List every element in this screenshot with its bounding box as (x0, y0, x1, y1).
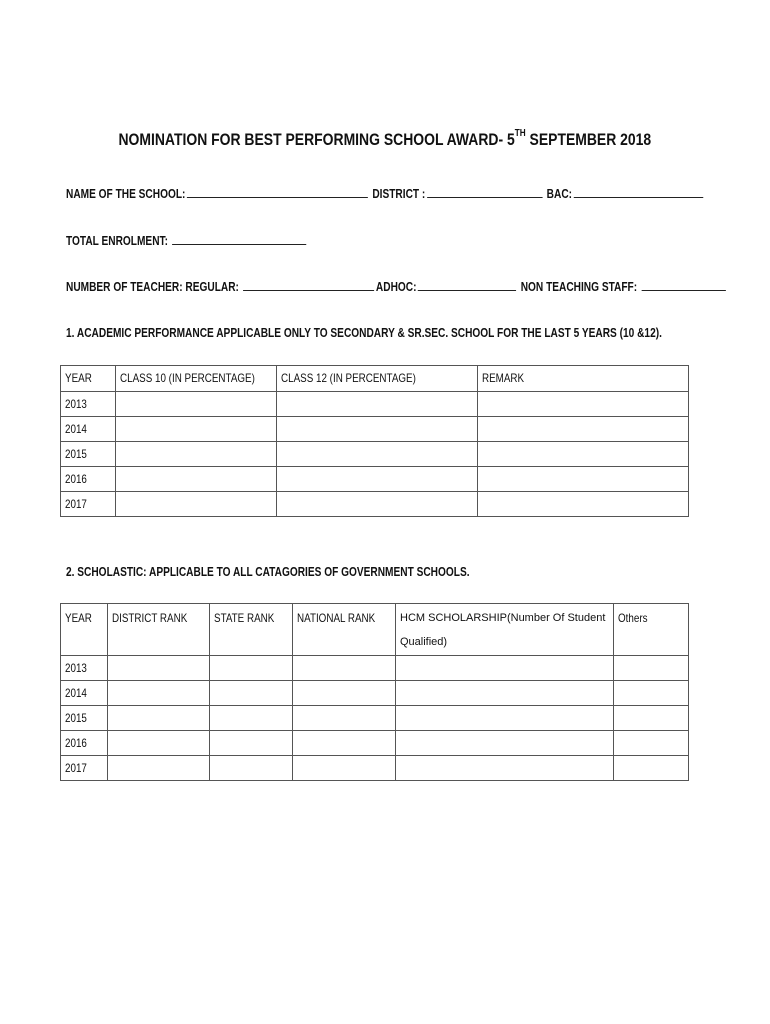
adhoc-field[interactable] (418, 278, 516, 291)
state-rank-cell[interactable] (210, 681, 293, 706)
scholarship-cell[interactable] (396, 731, 614, 756)
national-rank-cell[interactable] (293, 731, 396, 756)
teacher-regular-field[interactable] (243, 278, 374, 291)
district-rank-cell[interactable] (108, 731, 210, 756)
year-cell: 2016 (61, 731, 108, 756)
adhoc-label: ADHOC: (375, 279, 417, 294)
year-cell: 2013 (61, 392, 116, 417)
section2-heading: 2. SCHOLASTIC: APPLICABLE TO ALL CATAGORIES OF GOVERNMENT SCHOOLS. (66, 564, 470, 579)
remark-cell[interactable] (478, 467, 689, 492)
scholarship-cell[interactable] (396, 656, 614, 681)
scholarship-cell[interactable] (396, 681, 614, 706)
column-header: NATIONAL RANK (293, 604, 396, 656)
remark-cell[interactable] (478, 442, 689, 467)
district-rank-cell[interactable] (108, 681, 210, 706)
teacher-regular-label: NUMBER OF TEACHER: REGULAR: (66, 279, 239, 294)
column-header: YEAR (61, 604, 108, 656)
class10-cell[interactable] (116, 492, 277, 517)
column-header: Others (614, 604, 689, 656)
state-rank-cell[interactable] (210, 731, 293, 756)
school-name-field[interactable] (187, 185, 368, 198)
table-row (61, 492, 689, 517)
academic-performance-table (60, 365, 689, 517)
table-row (61, 392, 689, 417)
column-header: CLASS 12 (IN PERCENTAGE) (277, 366, 478, 392)
table-row (61, 706, 689, 731)
national-rank-cell[interactable] (293, 706, 396, 731)
school-info-row (66, 185, 705, 201)
year-cell: 2014 (61, 417, 116, 442)
year-cell: 2017 (61, 492, 116, 517)
year-cell: 2015 (61, 442, 116, 467)
remark-cell[interactable] (478, 492, 689, 517)
table-row (61, 756, 689, 781)
form-title (0, 130, 770, 150)
table-row (61, 417, 689, 442)
non-teaching-field[interactable] (642, 278, 726, 291)
year-cell: 2016 (61, 467, 116, 492)
national-rank-cell[interactable] (293, 756, 396, 781)
enrolment-field[interactable] (172, 232, 306, 245)
school-name-label: NAME OF THE SCHOOL: (66, 186, 186, 201)
column-header: YEAR (61, 366, 116, 392)
column-header: STATE RANK (210, 604, 293, 656)
table-row (61, 656, 689, 681)
class10-cell[interactable] (116, 417, 277, 442)
column-header: HCM SCHOLARSHIP(Number Of Student Qualified) (396, 604, 614, 656)
national-rank-cell[interactable] (293, 656, 396, 681)
column-header: REMARK (478, 366, 689, 392)
year-cell: 2015 (61, 706, 108, 731)
district-rank-cell[interactable] (108, 706, 210, 731)
column-header: CLASS 10 (IN PERCENTAGE) (116, 366, 277, 392)
scholarship-cell[interactable] (396, 706, 614, 731)
year-cell: 2014 (61, 681, 108, 706)
class12-cell[interactable] (277, 492, 478, 517)
class12-cell[interactable] (277, 442, 478, 467)
remark-cell[interactable] (478, 417, 689, 442)
year-cell: 2013 (61, 656, 108, 681)
scholarship-cell[interactable] (396, 756, 614, 781)
district-label: DISTRICT : (372, 186, 426, 201)
class10-cell[interactable] (116, 392, 277, 417)
others-cell[interactable] (614, 756, 689, 781)
scholastic-table (60, 603, 689, 781)
table-row (61, 442, 689, 467)
table-row (61, 681, 689, 706)
state-rank-cell[interactable] (210, 656, 293, 681)
teacher-row (66, 278, 727, 294)
national-rank-cell[interactable] (293, 681, 396, 706)
district-rank-cell[interactable] (108, 756, 210, 781)
others-cell[interactable] (614, 681, 689, 706)
class12-cell[interactable] (277, 417, 478, 442)
table-row (61, 467, 689, 492)
others-cell[interactable] (614, 731, 689, 756)
state-rank-cell[interactable] (210, 706, 293, 731)
remark-cell[interactable] (478, 392, 689, 417)
class12-cell[interactable] (277, 467, 478, 492)
bac-field[interactable] (574, 185, 703, 198)
state-rank-cell[interactable] (210, 756, 293, 781)
non-teaching-label: NON TEACHING STAFF: (520, 279, 638, 294)
class12-cell[interactable] (277, 392, 478, 417)
table-header-row (61, 366, 689, 392)
table-header-row (61, 604, 689, 656)
class10-cell[interactable] (116, 442, 277, 467)
enrolment-row (66, 232, 308, 248)
class10-cell[interactable] (116, 467, 277, 492)
title-superscript: TH (514, 128, 526, 140)
table-row (61, 731, 689, 756)
year-cell: 2017 (61, 756, 108, 781)
enrolment-label: TOTAL ENROLMENT: (66, 233, 168, 248)
section1-heading: 1. ACADEMIC PERFORMANCE APPLICABLE ONLY TO SECONDARY & SR.SEC. SCHOOL FOR THE LAST 5 YEARS (10 &12). (66, 325, 662, 340)
district-rank-cell[interactable] (108, 656, 210, 681)
title-main: NOMINATION FOR BEST PERFORMING SCHOOL AWARD- 5 (118, 130, 515, 149)
bac-label: BAC: (546, 186, 573, 201)
district-field[interactable] (427, 185, 542, 198)
others-cell[interactable] (614, 706, 689, 731)
title-tail: SEPTEMBER 2018 (525, 130, 652, 149)
column-header: DISTRICT RANK (108, 604, 210, 656)
others-cell[interactable] (614, 656, 689, 681)
